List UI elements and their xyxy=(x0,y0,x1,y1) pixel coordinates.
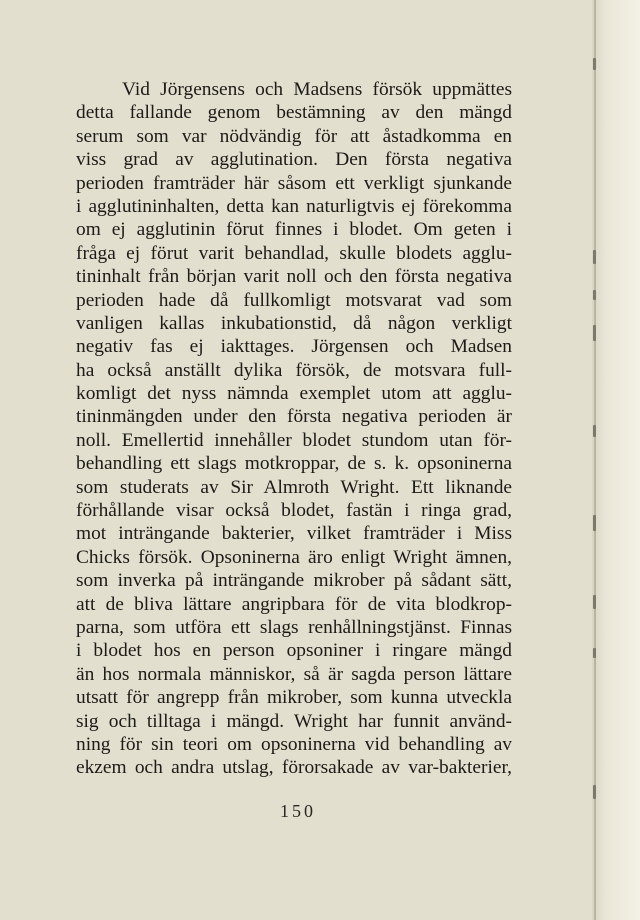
text-line: komligt det nyss nämnda exemplet utom att agglu- xyxy=(76,383,512,405)
text-line: mot inträngande bakterier, vilket framträder i Miss xyxy=(76,523,512,545)
binding-stitch xyxy=(593,595,596,609)
text-line: ekzem och andra utslag, förorsakade av var-bakterier, xyxy=(76,757,512,779)
text-line: detta fallande genom bestämning av den mängd xyxy=(76,102,512,124)
binding-stitch xyxy=(593,648,596,658)
text-line: behandling ett slags motkroppar, de s. k. opsoninerna xyxy=(76,453,512,475)
text-line: Chicks försök. Opsoninerna äro enligt Wright ämnen, xyxy=(76,546,512,568)
text-line: än hos normala människor, så är sagda person lättare xyxy=(76,663,512,685)
text-line: negativ fas ej iakttages. Jörgensen och Madsen xyxy=(76,336,512,358)
text-line: viss grad av agglutination. Den första negativa xyxy=(76,149,512,171)
page-number: 150 xyxy=(280,801,316,821)
body-text xyxy=(76,78,512,780)
text-line: som inverka på inträngande mikrober på sådant sätt, xyxy=(76,570,512,592)
text-line: tininmängden under den första negativa perioden är xyxy=(76,406,512,428)
text-line: tininhalt från början varit noll och den första negativa xyxy=(76,266,512,288)
binding-stitch xyxy=(593,515,596,531)
text-line: noll. Emellertid innehåller blodet stundom utan för- xyxy=(76,429,512,451)
text-line: perioden hade då fullkomligt motsvarat vad som xyxy=(76,289,512,311)
binding-stitch xyxy=(593,58,596,70)
binding-stitch xyxy=(593,290,596,300)
text-line: i agglutininhalten, detta kan naturligtvis ej förekomma xyxy=(76,195,512,217)
text-line: sig och tilltaga i mängd. Wright har funnit använd- xyxy=(76,710,512,732)
text-line: i blodet hos en person opsoniner i ringare mängd xyxy=(76,640,512,662)
text-line: serum som var nödvändig för att åstadkomma en xyxy=(76,125,512,147)
text-line: som studerats av Sir Almroth Wright. Ett liknande xyxy=(76,476,512,498)
text-line: om ej agglutinin förut finnes i blodet. Om geten i xyxy=(76,219,512,241)
binding-stitch xyxy=(593,785,596,799)
binding-stitch xyxy=(593,250,596,264)
text-line: förhållande visar också blodet, fastän i ringa grad, xyxy=(76,500,512,522)
text-line: ning för sin teori om opsoninerna vid behandling av xyxy=(76,733,512,755)
binding-gutter xyxy=(592,0,640,920)
text-line: parna, som utföra ett slags renhållningstjänst. Finnas xyxy=(76,616,512,638)
text-line: Vid Jörgensens och Madsens försök uppmättes xyxy=(122,79,512,100)
binding-stitch xyxy=(593,425,596,437)
text-line: att de bliva lättare angripbara för de vita blodkrop- xyxy=(76,593,512,615)
binding-stitch xyxy=(593,325,596,341)
text-line: ha också anställt dylika försök, de motsvara full- xyxy=(76,359,512,381)
text-line: utsatt för angrepp från mikrober, som kunna utveckla xyxy=(76,687,512,709)
text-line: perioden framträder här såsom ett verkligt sjunkande xyxy=(76,172,512,194)
text-line: fråga ej förut varit behandlad, skulle blodets agglu- xyxy=(76,242,512,264)
binding-fold xyxy=(594,0,596,920)
text-line: vanligen kallas inkubationstid, då någon verkligt xyxy=(76,312,512,334)
